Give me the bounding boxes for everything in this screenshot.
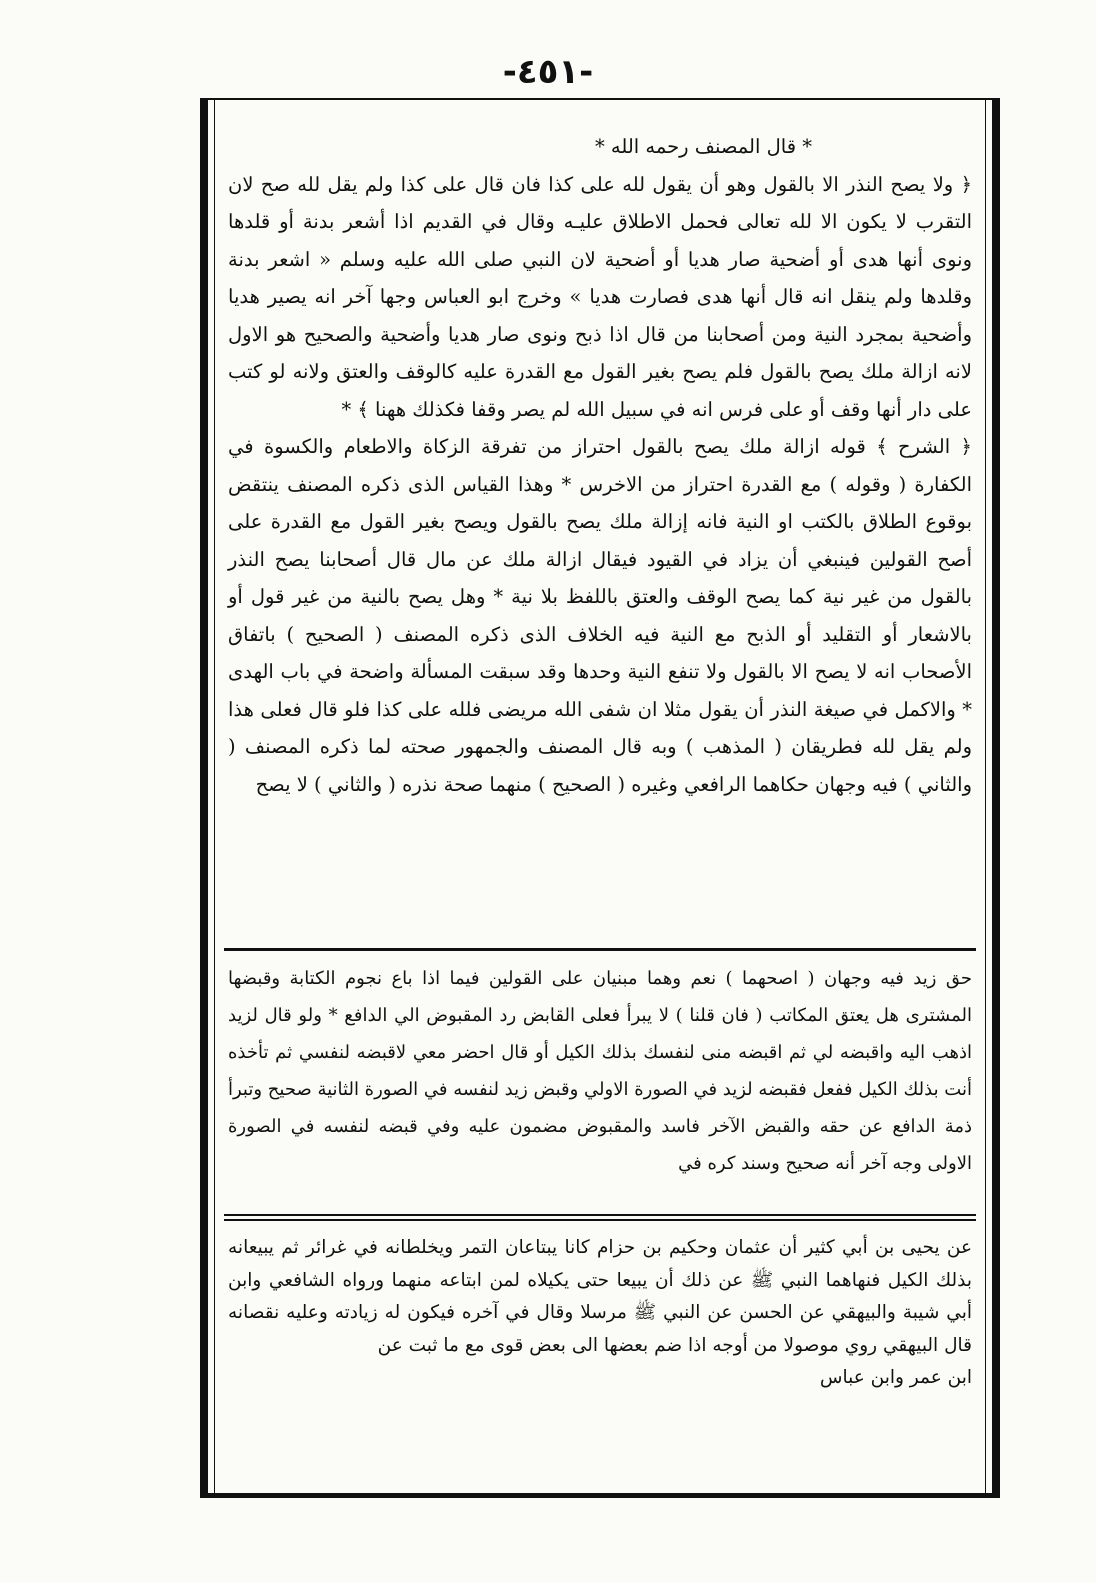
sharh-paragraph: ﴿ الشرح ﴾ قوله ازالة ملك يصح بالقول احتراز من تفرقة الزكاة والاطعام والكسوة في الكفارة ( وقوله ) مع القدرة احتراز من الاخرس * وهذا القياس الذى ذكره المصنف ينتقض بوقوع الطلاق بالكتب او النية فانه إزالة ملك يصح بالقول ويصح بغير القول مع القدرة على أصح القولين فينبغي أن يزاد في القيود فيقال ازالة ملك عن مال قال أصحابنا يصح النذر بالقول من غير نية كما يصح الوقف والعتق باللفظ بلا نية * وهل يصح بالنية من غير قول أو بالاشعار أو التقليد أو الذبح مع النية فيه الخلاف الذى ذكره المصنف ( الصحيح ) باتفاق الأصحاب انه لا يصح الا بالقول ولا تنفع النية وحدها وقد سبقت المسألة واضحة في باب الهدى * والاكمل في صيغة النذر أن يقول مثلا ان شفى الله مريضى فلله على كذا فلو قال فعلى هذا ولم يقل لله فطريقان ( المذهب ) وبه قال المصنف والجمهور صحته لما ذكره المصنف ( والثاني ) فيه وجهان حكاهما الرافعي وغيره ( الصحيح ) منهما صحة نذره ( والثاني ) لا يصح [228, 435, 972, 796]
section-heading: * قال المصنف رحمه الله * [594, 135, 812, 158]
commentary-paragraph: حق زيد فيه وجهان ( اصحهما ) نعم وهما مبنيان على القولين فيما اذا باع نجوم الكتابة وقبضها المشترى هل يعتق المكاتب ( فان قلنا ) لا يبرأ فعلى القابض رد المقبوض الي الدافع * ولو قال لزيد اذهب اليه واقبضه لي ثم اقبضه منى لنفسك بذلك الكيل أو قال احضر معي لاقبضه لنفسي ثم تأخذه أنت بذلك الكيل ففعل فقبضه لزيد في الصورة الاولي وقبض زيد لنفسه في الصورة الثانية صحيح وتبرأ ذمة الدافع عن حقه والقبض الآخر فاسد والمقبوض مضمون عليه وفي قبضه لنفسه في الصورة الاولى وجه آخر أنه صحيح وسند كره في [227, 968, 972, 1174]
main-text [224, 128, 976, 948]
footnote-divider [224, 1214, 976, 1221]
footnote-last-line: ابن عمر وابن عباس [819, 1367, 972, 1388]
footnote-paragraph: عن يحيى بن أبي كثير أن عثمان وحكيم بن حزام كانا يبتاعان التمر ويخلطانه في غرائر ثم يبيعانه بذلك الكيل فنهاهما النبي ﷺ عن ذلك أن يبيعا حتى يكيلاه لمن ابتاعه منهما ورواه الشافعي وابن أبي شيبة والبيهقي عن الحسن عن النبي ﷺ مرسلا وقال في آخره فيكون له زيادته وعليه نقصانه قال البيهقي روي موصولا من أوجه اذا ضم بعضها الى بعض قوى مع ما ثبت عن [228, 1237, 972, 1356]
matn-paragraph: ﴿ ولا يصح النذر الا بالقول وهو أن يقول لله على كذا فان قال على كذا ولم يقل لله صح لان التقرب لا يكون الا لله تعالى فحمل الاطلاق عليـه وقال في القديم اذا أشعر بدنة أو قلدها ونوى أنها هدى أو أضحية صار هديا أو أضحية لان النبي صلى الله عليه وسلم « اشعر بدنة وقلدها ولم ينقل انه قال أنها هدى فصارت هديا » وخرج ابو العباس وجها آخر انه يصير هديا وأضحية بمجرد النية ومن أصحابنا من قال اذا ذبح ونوى صار هديا وأضحية والصحيح هو الاول لانه ازالة ملك يصح بالقول فلم يصح بغير القول مع القدرة عليه كالوقف والعتق ولانه لو كتب على دار أنها وقف أو على فرس انه في سبيل الله لم يصر وقفا فكذلك ههنا ﴾ * [228, 172, 972, 421]
section-divider [224, 948, 976, 951]
page-frame [200, 98, 1000, 1498]
page-number: -٤٥١- [502, 52, 594, 92]
footnote [224, 1232, 976, 1472]
margin-commentary [224, 960, 976, 1200]
